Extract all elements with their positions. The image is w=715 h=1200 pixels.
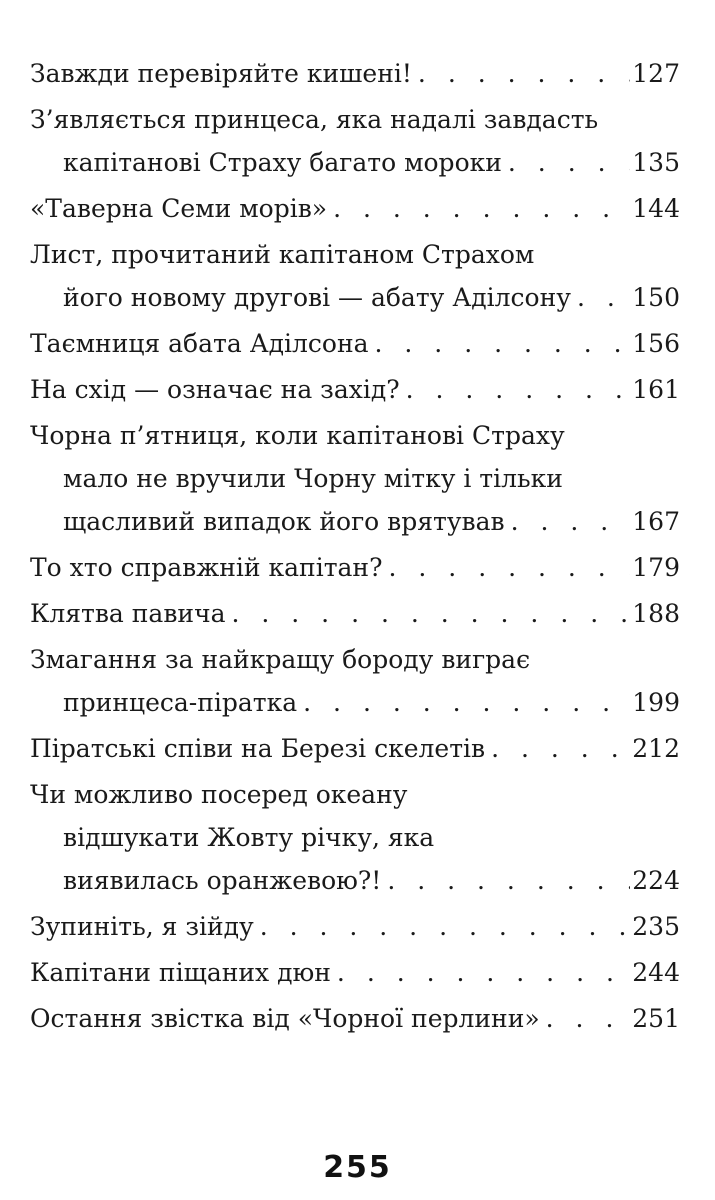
toc-entry-leader-row: [30, 276, 680, 319]
toc-entry-title-line: Чорна п’ятниця, коли капітанові Страху: [30, 421, 565, 450]
dot-leader: [226, 592, 631, 635]
dot-leader: [254, 905, 631, 948]
toc-entry-leader-row: [30, 997, 680, 1040]
toc-entry-page: 167: [632, 507, 680, 536]
toc-entry-page: 199: [632, 688, 680, 717]
toc-entry-title-line: Таємниця абата Аділсона: [30, 329, 369, 358]
toc-entry-page: 224: [632, 866, 680, 895]
toc-entry-title-line: Піратські співи на Березі скелетів: [30, 734, 486, 763]
dot-leader: [327, 187, 630, 230]
toc-entry: [30, 322, 680, 365]
dot-leader: [540, 997, 631, 1040]
toc-entry-title-line: Клятва павича: [30, 599, 226, 628]
toc-entry-page: 212: [632, 734, 680, 763]
toc-entry: [30, 368, 680, 411]
toc-entry-title-line: З’являється принцеса, яка надалі завдасть: [30, 105, 599, 134]
toc-entry-leader-row: [30, 727, 680, 770]
toc-entry-page: 251: [632, 1004, 680, 1033]
dot-leader: [383, 546, 631, 589]
toc-entry-leader-row: [30, 500, 680, 543]
toc-entry-leader-row: [30, 546, 680, 589]
toc-entry-leader-row: [30, 859, 680, 902]
toc-entry-title-line: відшукати Жовту річку, яка: [63, 823, 435, 852]
page-number: 255: [323, 1150, 392, 1185]
dot-leader: [331, 951, 630, 994]
toc-entry-leader-row: [30, 52, 680, 95]
toc-entry-title-line: щасливий випадок його врятував: [63, 507, 505, 536]
toc-entry-page: 244: [632, 958, 680, 987]
toc-entry-leader-row: [30, 681, 680, 724]
toc-entry: [30, 414, 680, 543]
toc-entry-title-line: Капітани піщаних дюн: [30, 958, 331, 987]
toc-entry: [30, 638, 680, 724]
toc-entry-leader-row: [30, 905, 680, 948]
toc-entry-leader-row: [30, 592, 680, 635]
toc-entry-title-line: То хто справжній капітан?: [30, 553, 383, 582]
toc-entry-leader-row: [30, 141, 680, 184]
dot-leader: [297, 681, 630, 724]
toc-entry-page: 144: [632, 194, 680, 223]
toc-entry-title-line: Змагання за найкращу бороду виграє: [30, 645, 531, 674]
toc-entry-leader-row: [30, 322, 680, 365]
dot-leader: [485, 727, 630, 770]
toc-entry-page: 179: [632, 553, 680, 582]
toc-entry: [30, 233, 680, 319]
toc-entry-title-line: капітанові Страху багато мороки: [63, 148, 502, 177]
dot-leader: [571, 276, 630, 319]
toc-entry: [30, 52, 680, 95]
toc-entry-page: 188: [632, 599, 680, 628]
toc-entry-title-line: принцеса-піратка: [63, 688, 298, 717]
toc-entry-title-line: виявилась оранжевою?!: [63, 866, 382, 895]
dot-leader: [400, 368, 631, 411]
toc-entry-page: 235: [632, 912, 680, 941]
dot-leader: [505, 500, 631, 543]
toc-entry: [30, 546, 680, 589]
toc-entry-title-line: мало не вручили Чорну мітку і тільки: [63, 464, 563, 493]
toc-entry-title-line: Зупиніть, я зійду: [30, 912, 254, 941]
toc-entry-page: 135: [632, 148, 680, 177]
dot-leader: [381, 859, 630, 902]
toc-entry: [30, 905, 680, 948]
toc-entry-title-line: його новому другові — абату Аділсону: [63, 283, 571, 312]
toc-entry-title-line: Остання звістка від «Чорної перлини»: [30, 1004, 540, 1033]
toc-entry-title-line: Чи можливо посеред океану: [30, 780, 408, 809]
toc-entry-page: 161: [632, 375, 680, 404]
dot-leader: [412, 52, 630, 95]
toc-entry: [30, 187, 680, 230]
dot-leader: [369, 322, 631, 365]
toc-entry-leader-row: [30, 951, 680, 994]
toc-entry: [30, 98, 680, 184]
toc-entry-page: 127: [632, 59, 680, 88]
toc-entry: [30, 773, 680, 902]
toc-entry-title-line: На схід — означає на захід?: [30, 375, 400, 404]
toc-entry-leader-row: [30, 368, 680, 411]
toc-entry-leader-row: [30, 187, 680, 230]
toc-entry: [30, 997, 680, 1040]
dot-leader: [502, 141, 630, 184]
toc-entry-title-line: Лист, прочитаний капітаном Страхом: [30, 240, 535, 269]
toc-entry: [30, 592, 680, 635]
toc-entry: [30, 951, 680, 994]
toc-entry-title-line: «Таверна Семи морів»: [30, 194, 328, 223]
toc-entry-page: 156: [632, 329, 680, 358]
toc-entry: [30, 727, 680, 770]
table-of-contents: [30, 52, 680, 1043]
toc-entry-title-line: Завжди перевіряйте кишені!: [30, 59, 412, 88]
toc-entry-page: 150: [632, 283, 680, 312]
